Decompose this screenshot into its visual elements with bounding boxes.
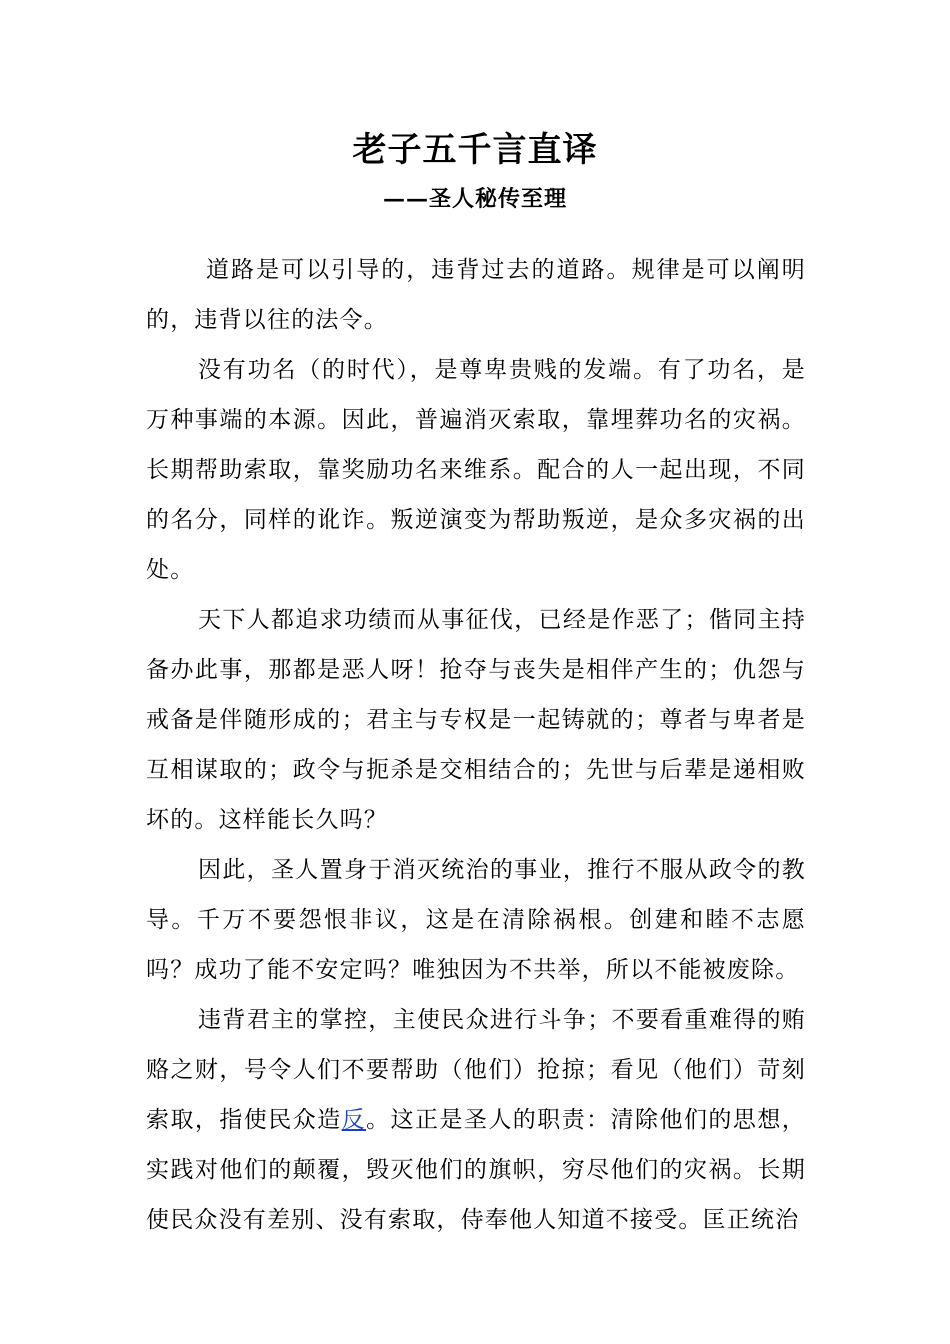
paragraph-3: 天下人都追求功绩而从事征伐，已经是作恶了；偕同主持备办此事，那都是恶人呀！抢夺与丧失是相伴产生的；仇怨与戒备是伴随形成的；君主与专权是一起铸就的；尊者与卑者是互相谋取的；政令与扼杀是交相结合的；先世与后辈是递相败坏的。这样能长久吗？	[146, 607, 806, 833]
paragraph-4: 因此，圣人置身于消灭统治的事业，推行不服从政令的教导。千万不要怨恨非议，这是在清除祸根。创建和睦不志愿吗？成功了能不安定吗？唯独因为不共举，所以不能被废除。	[146, 857, 806, 983]
document-title: 老子五千言直译	[352, 130, 598, 170]
document-body	[146, 245, 806, 1245]
paragraph-1: 道路是可以引导的，违背过去的道路。规律是可以阐明的，违背以往的法令。	[146, 257, 806, 333]
hyperlink-fan[interactable]: 反	[341, 1107, 367, 1133]
paragraph-5	[146, 995, 806, 1245]
paragraph-5-text-start: 违背君主的掌控，主使民众进行斗争；不要看重难得的贿赂之财，号令人们不要帮助（他们）抢掠；看见（他们）苛刻索取，指使民众造	[146, 1007, 806, 1133]
paragraph-2: 没有功名（的时代），是尊卑贵贱的发端。有了功名，是万种事端的本源。因此，普遍消灭索取，靠埋葬功名的灾祸。长期帮助索取，靠奖励功名来维系。配合的人一起出现，不同的名分，同样的讹诈。叛逆演变为帮助叛逆，是众多灾祸的出处。	[146, 357, 806, 583]
document-subtitle: ——圣人秘传至理	[382, 186, 567, 212]
paragraph-5-text-end: 。这正是圣人的职责：清除他们的思想，实践对他们的颠覆，毁灭他们的旗帜，穷尽他们的灾祸。长期使民众没有差别、没有索取，侍奉他人知道不接受。匡正统治	[146, 1107, 806, 1233]
